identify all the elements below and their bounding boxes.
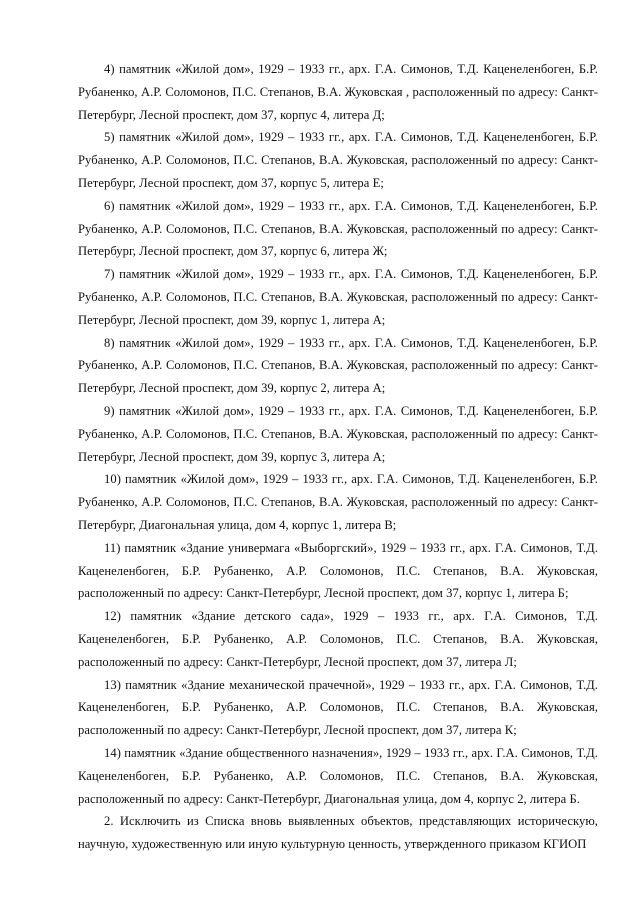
list-item-13: 13) памятник «Здание механической прачечной», 1929 – 1933 гг., арх. Г.А. Симонов, Т.Д. Каценеленбоген, Б.Р. Рубаненко, А.Р. Соломонов, П.С. Степанов, В.А. Жуковская, расположенный по адресу: Санкт-Петербург, Лесной проспект, дом 37, литера К; xyxy=(78,677,598,738)
list-item-10: 10) памятник «Жилой дом», 1929 – 1933 гг., арх. Г.А. Симонов, Т.Д. Каценеленбоген, Б.Р. Рубаненко, А.Р. Соломонов, П.С. Степанов, В.А. Жуковская, расположенный по адресу: Санкт-Петербург, Диагональная улица, дом 4, корпус 1, литера В; xyxy=(78,472,598,532)
list-item-4: 4) памятник «Жилой дом», 1929 – 1933 гг., арх. Г.А. Симонов, Т.Д. Каценеленбоген, Б.Р. Рубаненко, А.Р. Соломонов, П.С. Степанов, В.А. Жуковская , расположенный по адресу: Санкт-Петербург, Лесной проспект, дом 37, корпус 4, литера Д; xyxy=(78,62,598,122)
list-item-14: 14) памятник «Здание общественного назначения», 1929 – 1933 гг., арх. Г.А. Симонов, Т.Д. Каценеленбоген, Б.Р. Рубаненко, А.Р. Соломонов, П.С. Степанов, В.А. Жуковская, расположенный по адресу: Санкт-Петербург, Диагональная улица, дом 4, корпус 2, литера Б. xyxy=(78,745,598,806)
list-item-7: 7) памятник «Жилой дом», 1929 – 1933 гг., арх. Г.А. Симонов, Т.Д. Каценеленбоген, Б.Р. Рубаненко, А.Р. Соломонов, П.С. Степанов, В.А. Жуковская, расположенный по адресу: Санкт-Петербург, Лесной проспект, дом 39, корпус 1, литера А; xyxy=(78,267,598,327)
list-item-5: 5) памятник «Жилой дом», 1929 – 1933 гг., арх. Г.А. Симонов, Т.Д. Каценеленбоген, Б.Р. Рубаненко, А.Р. Соломонов, П.С. Степанов, В.А. Жуковская, расположенный по адресу: Санкт-Петербург, Лесной проспект, дом 37, корпус 5, литера Е; xyxy=(78,130,598,190)
list-item-11: 11) памятник «Здание универмага «Выборгский», 1929 – 1933 гг., арх. Г.А. Симонов, Т.Д. Каценеленбоген, Б.Р. Рубаненко, А.Р. Соломонов, П.С. Степанов, В.А. Жуковская, расположенный по адресу: Санкт-Петербург, Лесной проспект, дом 37, корпус 1, литера Б; xyxy=(78,540,598,601)
clause-2-paragraph: 2. Исключить из Списка вновь выявленных объектов, представляющих историческую, научную, художественную или иную культурную ценность, утвержденного приказом КГИОП xyxy=(78,814,598,852)
list-item-8: 8) памятник «Жилой дом», 1929 – 1933 гг., арх. Г.А. Симонов, Т.Д. Каценеленбоген, Б.Р. Рубаненко, А.Р. Соломонов, П.С. Степанов, В.А. Жуковская, расположенный по адресу: Санкт-Петербург, Лесной проспект, дом 39, корпус 2, литера А; xyxy=(78,335,598,396)
list-item-12: 12) памятник «Здание детского сада», 1929 – 1933 гг., арх. Г.А. Симонов, Т.Д. Каценеленбоген, Б.Р. Рубаненко, А.Р. Соломонов, П.С. Степанов, В.А. Жуковская, расположенный по адресу: Санкт-Петербург, Лесной проспект, дом 37, литера Л; xyxy=(78,609,598,669)
document-body xyxy=(78,58,598,856)
list-item-6: 6) памятник «Жилой дом», 1929 – 1933 гг., арх. Г.А. Симонов, Т.Д. Каценеленбоген, Б.Р. Рубаненко, А.Р. Соломонов, П.С. Степанов, В.А. Жуковская, расположенный по адресу: Санкт-Петербург, Лесной проспект, дом 37, корпус 6, литера Ж; xyxy=(78,198,598,259)
list-item-9: 9) памятник «Жилой дом», 1929 – 1933 гг., арх. Г.А. Симонов, Т.Д. Каценеленбоген, Б.Р. Рубаненко, А.Р. Соломонов, П.С. Степанов, В.А. Жуковская, расположенный по адресу: Санкт-Петербург, Лесной проспект, дом 39, корпус 3, литера А; xyxy=(78,403,598,464)
